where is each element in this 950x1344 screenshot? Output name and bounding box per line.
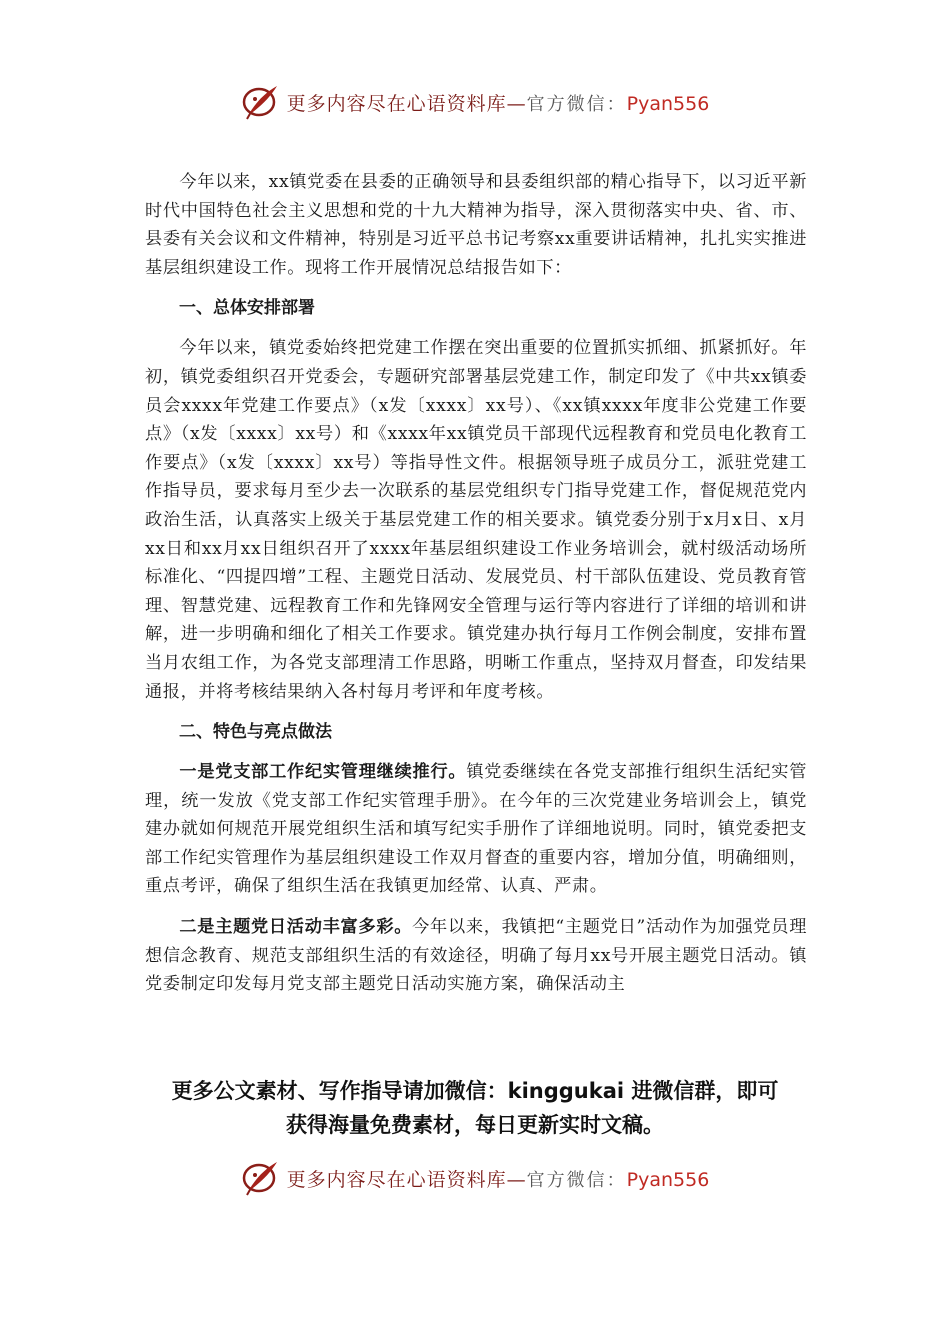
brand-dash: —: [506, 92, 527, 115]
promo-line-1: 更多公文素材、写作指导请加微信：kinggukai 进微信群，即可: [171, 1079, 779, 1103]
quill-pen-logo-icon: [241, 82, 281, 122]
brand-lockup: [241, 82, 710, 122]
footer-brand-lockup: [241, 1158, 710, 1198]
footer-wechat-label: 官方微信：: [526, 1169, 627, 1191]
section-1-paragraph: 今年以来，镇党委始终把党建工作摆在突出重要的位置抓实抓细、抓紧抓好。年初，镇党委组织召开党委会，专题研究部署基层党建工作，制定印发了《中共xx镇委员会xxxx年党建工作要点》（x发〔xxxx〕xx号）、《xx镇xxxx年度非公党建工作要点》（x发〔xxxx〕xx号）和《xxxx年xx镇党员干部现代远程教育和党员电化教育工作要点》（x发〔xxxx〕xx号）等指导性文件。根据领导班子成员分工，派驻党建工作指导员，要求每月至少去一次联系的基层党组织专门指导党建工作，督促规范党内政治生活，认真落实上级关于基层党建工作的相关要求。镇党委分别于x月x日、x月xx日和xx月xx日组织召开了xxxx年基层组织建设工作业务培训会，就村级活动场所标准化、“四提四增”工程、主题党日活动、发展党员、村干部队伍建设、党员教育管理、智慧党建、远程教育工作和先锋网安全管理与运行等内容进行了详细的培训和讲解，进一步明确和细化了相关工作要求。镇党建办执行每月工作例会制度，安排布置当月农组工作，为各党支部理清工作思路，明晰工作重点，坚持双月督查，印发结果通报，并将考核结果纳入各村每月考评和年度考核。: [145, 338, 807, 702]
item-2-paragraph: [145, 913, 807, 999]
section-heading-1: 一、总体安排部署: [179, 298, 315, 319]
item-2-body: 今年以来，我镇把“主题党日”活动作为加强党员理想信念教育、规范支部组织生活的有效途径，明确了每月xx号开展主题党日活动。镇党委制定印发每月党支部主题党日活动实施方案，确保活动主: [145, 917, 807, 995]
item-1-body: 镇党委继续在各党支部推行组织生活纪实管理，统一发放《党支部工作纪实管理手册》。在今年的三次党建业务培训会上，镇党建办就如何规范开展党组织生活和填写纪实手册作了详细地说明。同时，镇党委把支部工作纪实管理作为基层组织建设工作双月督查的重要内容，增加分值，明确细则，重点考评，确保了组织生活在我镇更加经常、认真、严肃。: [145, 762, 807, 897]
intro-paragraph: 今年以来，xx镇党委在县委的正确领导和县委组织部的精心指导下，以习近平新时代中国特色社会主义思想和党的十九大精神为指导，深入贯彻落实中央、省、市、县委有关会议和文件精神，特别是习近平总书记考察xx重要讲话精神，扎扎实实推进基层组织建设工作。现将工作开展情况总结报告如下：: [145, 172, 807, 278]
footer-brand: [0, 1156, 950, 1200]
footer-brand-dash: —: [506, 1168, 527, 1191]
footer-brand-text: [287, 1165, 710, 1192]
item-1-paragraph: [145, 758, 807, 901]
item-2-lead: 二是主题党日活动丰富多彩。: [179, 917, 413, 938]
document-body: [145, 168, 807, 999]
footer-wechat-id: Pyan556: [626, 1168, 710, 1191]
brand-text: [287, 89, 710, 116]
wechat-label: 官方微信：: [526, 93, 627, 115]
header-brand: [0, 80, 950, 124]
wechat-id: Pyan556: [626, 92, 710, 115]
promo-line-2: 获得海量免费素材，每日更新实时文稿。: [286, 1113, 664, 1137]
promo-banner: [0, 1074, 950, 1142]
section-heading-2: 二、特色与亮点做法: [179, 722, 332, 743]
footer-brand-title: 更多内容尽在心语资料库: [286, 1168, 507, 1191]
item-1-lead: 一是党支部工作纪实管理继续推行。: [179, 762, 467, 783]
brand-title: 更多内容尽在心语资料库: [286, 92, 507, 115]
quill-pen-logo-icon: [241, 1158, 281, 1198]
